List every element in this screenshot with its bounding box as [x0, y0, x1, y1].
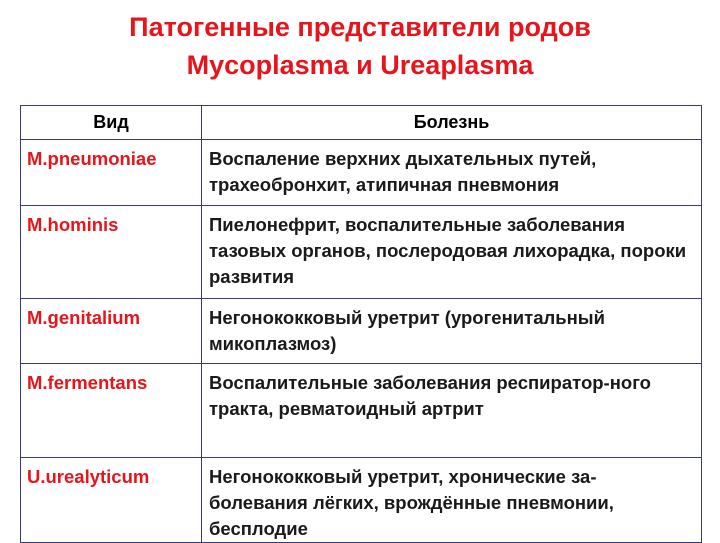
disease-cell: Воспалительные заболевания респиратор-ного тракта, ревматоидный артрит	[202, 364, 702, 458]
table-row	[21, 140, 702, 206]
slide-title	[0, 8, 720, 84]
disease-cell: Пиелонефрит, воспалительные заболевания тазовых органов, послеродовая лихорадка, пороки развития	[202, 206, 702, 299]
species-cell: M.genitalium	[21, 299, 202, 364]
disease-cell: Воспаление верхних дыхательных путей, трахеобронхит, атипичная пневмония	[202, 140, 702, 206]
slide-title-line-2: Mycoplasma и Ureaplasma	[186, 50, 534, 80]
species-disease-table	[20, 105, 702, 543]
column-header-disease: Болезнь	[202, 106, 702, 140]
table-row	[21, 299, 702, 364]
disease-cell: Негонококковый уретрит (урогенитальный микоплазмоз)	[202, 299, 702, 364]
table-row	[21, 364, 702, 458]
species-cell: M.fermentans	[21, 364, 202, 458]
table-row	[21, 206, 702, 299]
table-row	[21, 458, 702, 543]
table-header-row	[21, 106, 702, 140]
species-cell: M.pneumoniae	[21, 140, 202, 206]
species-cell: M.hominis	[21, 206, 202, 299]
slide-title-line-1: Патогенные представители родов	[129, 12, 591, 42]
species-cell: U.urealyticum	[21, 458, 202, 543]
column-header-species: Вид	[21, 106, 202, 140]
disease-cell: Негонококковый уретрит, хронические за-болевания лёгких, врождённые пневмонии, бесплодие	[202, 458, 702, 543]
